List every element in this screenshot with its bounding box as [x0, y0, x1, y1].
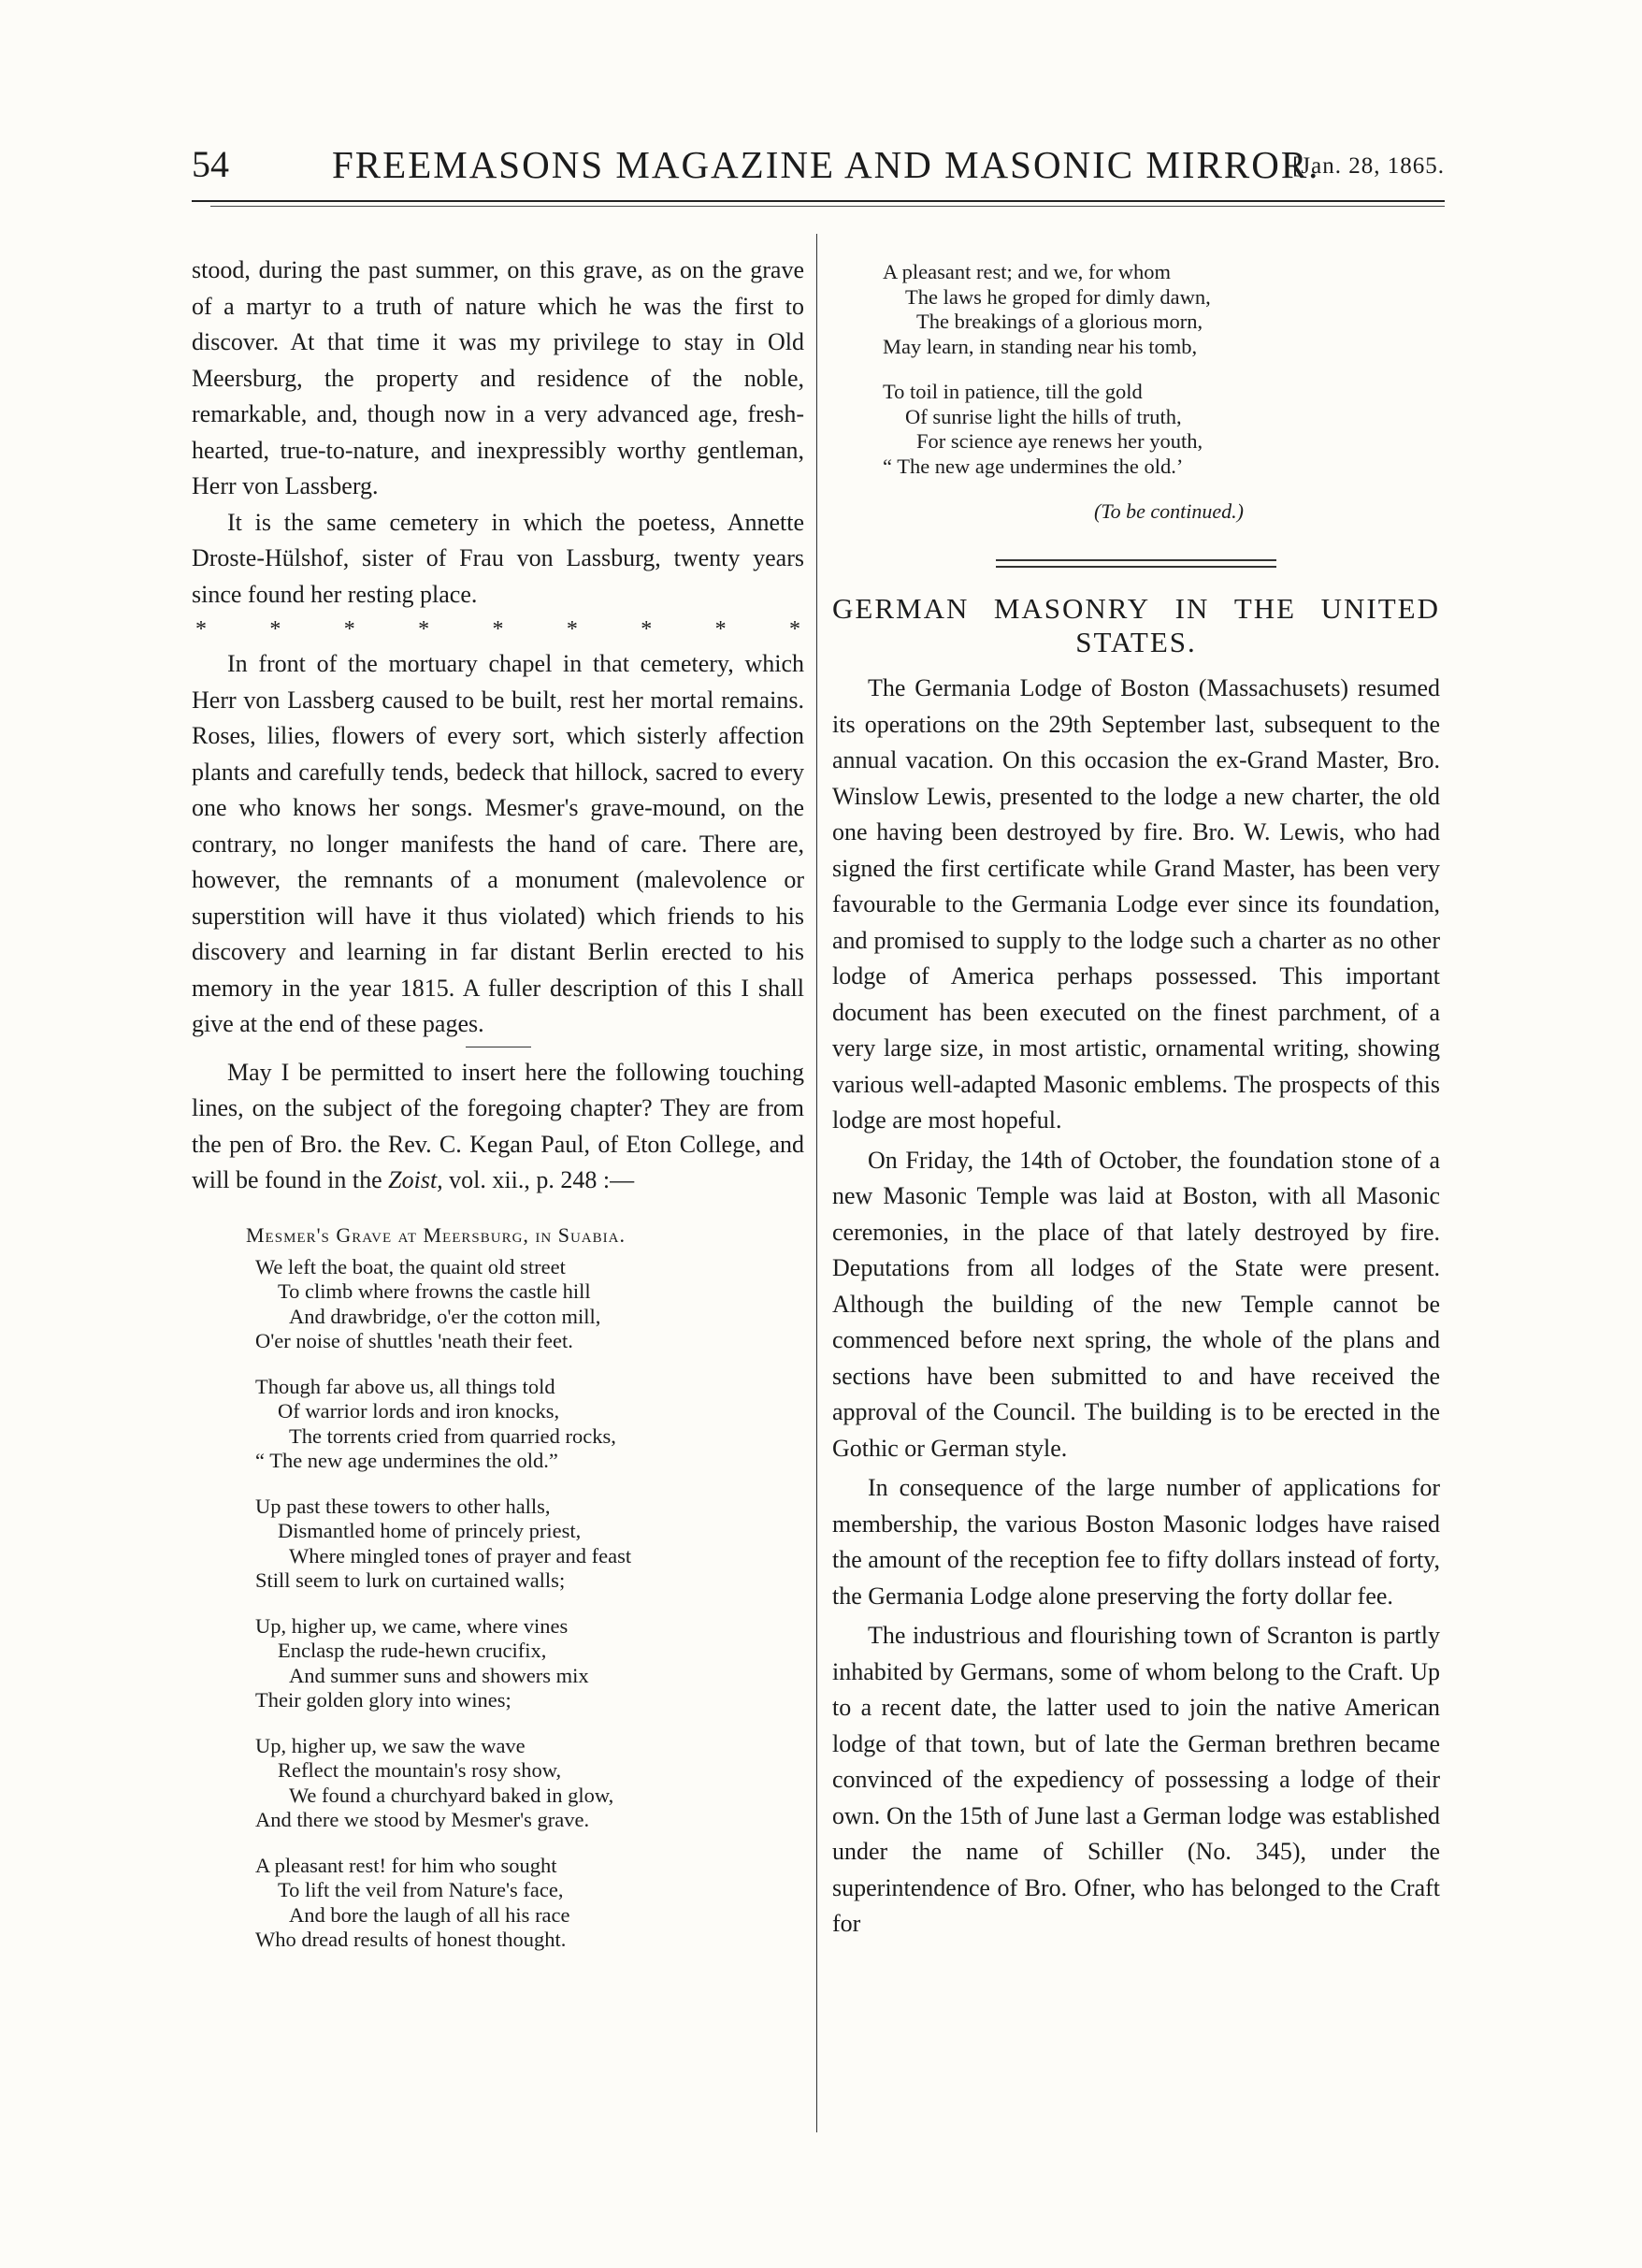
poem-line: And drawbridge, o'er the cotton mill,	[289, 1304, 601, 1328]
running-title: FREEMASONS MAGAZINE AND MASONIC MIRROR.	[332, 143, 1320, 186]
star: *	[492, 617, 504, 642]
asterism	[192, 613, 804, 646]
poem-line: Their golden glory into wines;	[255, 1688, 511, 1712]
star: *	[641, 617, 653, 642]
title-word: IN	[1174, 592, 1210, 625]
poem-line: Up, higher up, we came, where vines	[255, 1613, 569, 1638]
poem-line: The laws he groped for dimly dawn,	[905, 284, 1211, 309]
poem-line: Reflect the mountain's rosy show,	[278, 1758, 562, 1782]
page-header	[192, 138, 1445, 195]
italic-title: Zoist,	[388, 1166, 443, 1193]
poem-stanza	[192, 1375, 804, 1474]
to-be-continued: (To be continued.)	[1094, 499, 1244, 523]
left-column	[192, 253, 804, 1973]
star: *	[789, 617, 800, 642]
page-number: 54	[192, 143, 229, 185]
poem-line: To climb where frowns the castle hill	[278, 1279, 591, 1303]
poem-line: Who dread results of honest thought.	[255, 1928, 567, 1951]
poem	[192, 1255, 804, 1953]
poem-stanza	[819, 260, 1440, 359]
text-run: vol. xii., p. 248 :—	[442, 1166, 635, 1193]
poem-stanza	[192, 1614, 804, 1713]
poem-line: Still seem to lurk on curtained walls;	[255, 1568, 566, 1592]
paragraph: In front of the mortuary chapel in that cemetery, which Herr von Lassberg caused to be built, rest her mortal remains. Roses, lilies, flowers of every sort, which sisterly affection plants and carefully tends, bedeck that hillock, sacred to every one who knows her songs. Mesmer's grave-mound, on the contrary, no longer manifests the hand of care. There are, however, the remnants of a monument (malevolence or superstition will have it thus violated) which friends to his discovery and learning in far distant Berlin erected to his memory in the year 1815. A fuller description of this I shall give at the end of these pages.	[192, 650, 804, 1037]
column-divider	[816, 234, 817, 2132]
poem-line: Of sunrise light the hills of truth,	[905, 404, 1182, 428]
paragraph: In consequence of the large number of applications for membership, the various Boston Masonic lodges have raised the amount of the reception fee to fifty dollars instead of forty, the Germania Lodge alone preserving the forty dollar fee.	[832, 1474, 1440, 1610]
paragraph: The Germania Lodge of Boston (Massachusets) resumed its operations on the 29th September last, subsequent to the annual vacation. On this occasion the ex-Grand Master, Bro. Winslow Lewis, presented to the lodge a new charter, the old one having been destroyed by fire. Bro. W. Lewis, who had signed the first certificate while Grand Master, has been very favourable to the Germania Lodge ever since its foundation, and promised to supply to the lodge such a charter as no other lodge of America perhaps possessed. This important document has been executed on the finest parchment, of a very large size, in most artistic, ornamental writing, showing various well-adapted Masonic emblems. The prospects of this lodge are most hopeful.	[832, 674, 1440, 1134]
poem-continued	[819, 260, 1440, 479]
poem-line: Though far above us, all things told	[255, 1374, 555, 1398]
paragraph: It is the same cemetery in which the poetess, Annette Droste-Hülshof, sister of Frau von Lassburg, twenty years since found her resting place.	[192, 508, 804, 608]
title-word: UNITED	[1320, 592, 1440, 625]
poem-line: We left the boat, the quaint old street	[255, 1254, 566, 1278]
poem-line: Where mingled tones of prayer and feast	[289, 1543, 632, 1567]
star: *	[566, 617, 578, 642]
poem-title: Mesmer's Grave at Meersburg, in Suabia.	[246, 1222, 626, 1247]
star: *	[269, 617, 281, 642]
poem-line: To lift the veil from Nature's face,	[278, 1878, 564, 1901]
paragraph: On Friday, the 14th of October, the foundation stone of a new Masonic Temple was laid at Boston, with all Masonic ceremonies, in the place of that lately destroyed by fire. Deputations from all lodges of the State were present. Although the building of the new Temple cannot be commenced before next spring, the whole of the plans and sections have been submitted to and have received the approval of the Council. The building is to be erected in the Gothic or German style.	[832, 1146, 1440, 1462]
poem-line: For science aye renews her youth,	[916, 429, 1203, 453]
paragraph: stood, during the past summer, on this grave, as on the grave of a martyr to a truth of nature which he was the first to discover. At that time it was my privilege to stay in Old Meersburg, the property and residence of the noble, remarkable, and, though now in a very advanced age, fresh-hearted, true-to-nature, and inexpressibly worthy gentleman, Herr von Lassberg.	[192, 256, 804, 499]
star: *	[714, 617, 727, 642]
text-run: May I be permitted to insert here the following touching lines, on the subject of the foregoing chapter? They are from the pen of Bro. the Rev. C. Kegan Paul, of Eton College, and will be found in the	[192, 1058, 804, 1193]
poem-stanza	[192, 1495, 804, 1594]
star: *	[343, 617, 355, 642]
poem-stanza	[192, 1255, 804, 1354]
poem-line: May learn, in standing near his tomb,	[883, 334, 1198, 358]
title-word: GERMAN	[832, 592, 970, 625]
poem-stanza	[192, 1854, 804, 1953]
poem-stanza	[192, 1734, 804, 1833]
poem-line: We found a churchyard baked in glow,	[289, 1783, 614, 1807]
poem-line: “ The new age undermines the old.’	[883, 454, 1184, 478]
section-double-rule	[996, 559, 1276, 568]
poem-line: Up past these towers to other halls,	[255, 1494, 551, 1518]
poem-line: Of warrior lords and iron knocks,	[278, 1399, 560, 1423]
issue-date: [Jan. 28, 1865.	[1292, 153, 1445, 179]
right-column	[832, 260, 1440, 1943]
poem-line: Up, higher up, we saw the wave	[255, 1733, 526, 1757]
paragraph	[192, 1055, 804, 1199]
poem-line: “ The new age undermines the old.”	[255, 1449, 558, 1472]
poem-line: Dismantled home of princely priest,	[278, 1519, 582, 1542]
section-title	[832, 592, 1440, 659]
poem-line: A pleasant rest! for him who sought	[255, 1853, 557, 1877]
star: *	[195, 617, 207, 642]
title-word: THE	[1233, 592, 1297, 625]
poem-line: And bore the laugh of all his race	[289, 1902, 570, 1927]
poem-line: O'er noise of shuttles 'neath their feet.	[255, 1329, 573, 1352]
title-word: MASONRY	[993, 592, 1151, 625]
poem-line: To toil in patience, till the gold	[883, 380, 1143, 403]
poem-line: A pleasant rest; and we, for whom	[883, 260, 1172, 283]
poem-line: The torrents cried from quarried rocks,	[289, 1423, 616, 1448]
poem-line: Enclasp the rude-hewn crucifix,	[278, 1639, 547, 1662]
poem-line: The breakings of a glorious morn,	[916, 310, 1203, 333]
header-rule-thin	[210, 206, 1445, 207]
paragraph: The industrious and flourishing town of Scranton is partly inhabited by Germans, some of whom belong to the Craft. Up to a recent date, the latter used to join the native American lodge of that town, but of late the German brethren became convinced of the expediency of possessing a lodge of their own. On the 15th of June last a German lodge was established under the name of Schiller (No. 345), under the superintendence of Bro. Ofner, who has belonged to the Craft for	[832, 1622, 1440, 1937]
title-line-2: STATES.	[1075, 626, 1197, 658]
header-rule	[192, 200, 1445, 202]
star: *	[418, 617, 430, 642]
poem-line: And there we stood by Mesmer's grave.	[255, 1808, 590, 1831]
poem-line: And summer suns and showers mix	[289, 1663, 589, 1687]
poem-stanza	[819, 380, 1440, 479]
